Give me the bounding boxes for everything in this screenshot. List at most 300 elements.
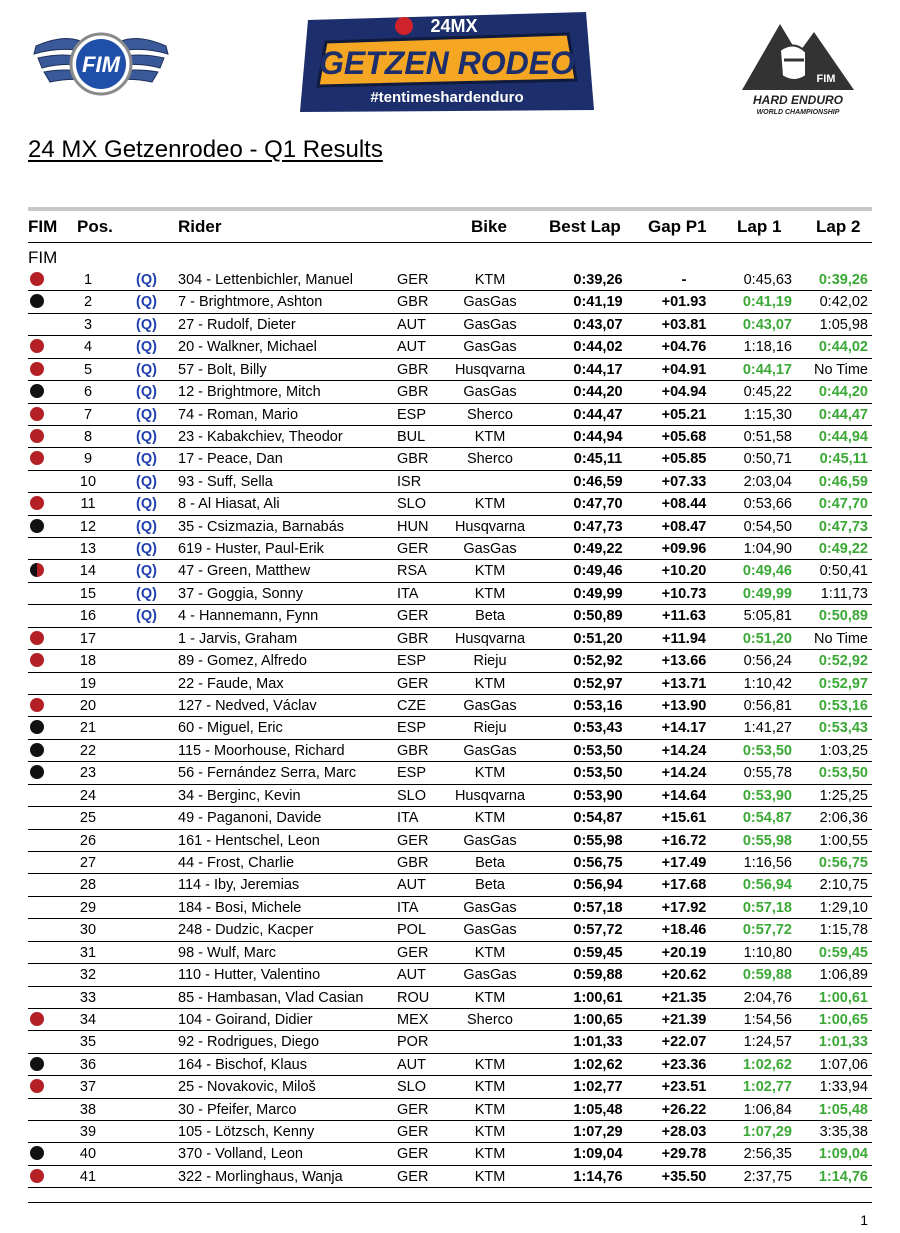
nation-cell: ROU [397, 989, 430, 1006]
best-lap-cell: 1:09,04 [573, 1146, 623, 1163]
best-lap-cell: 0:49,99 [573, 585, 623, 602]
rider-cell: 4 - Hannemann, Fynn [178, 608, 319, 625]
svg-text:#tentimeshardenduro: #tentimeshardenduro [370, 89, 524, 106]
gap-cell: +11.63 [662, 608, 706, 625]
lap2-cell: 1:05,48 [818, 1101, 868, 1118]
table-row [28, 471, 872, 493]
gap-cell: +04.94 [661, 384, 707, 401]
gap-cell: +23.51 [661, 1079, 707, 1096]
page-number: 1 [860, 1212, 868, 1228]
best-lap-cell: 0:45,11 [573, 451, 623, 468]
nation-cell: GER [397, 832, 429, 849]
lap2-cell: No Time [814, 630, 868, 647]
position-cell: 36 [79, 1056, 97, 1073]
gap-cell: +14.24 [661, 742, 707, 759]
position-cell: 24 [79, 787, 97, 804]
lap2-cell: 0:53,16 [818, 698, 868, 715]
table-row [28, 605, 872, 627]
position-cell: 29 [79, 899, 97, 916]
best-lap-cell: 1:00,65 [573, 1011, 623, 1028]
gap-cell: +13.71 [661, 675, 707, 692]
nation-cell: ITA [397, 899, 419, 916]
lap2-cell: 0:50,89 [818, 608, 868, 625]
position-cell: 34 [79, 1011, 97, 1028]
black-dot-icon [30, 519, 44, 533]
bike-cell: Sherco [467, 451, 513, 468]
group-label: FIM [28, 248, 58, 267]
lap1-cell: 0:54,87 [742, 810, 792, 827]
bike-cell: KTM [474, 563, 506, 580]
lap1-cell: 0:55,78 [743, 765, 792, 782]
red-dot-icon [30, 362, 44, 376]
bike-cell: GasGas [463, 316, 517, 333]
best-lap-cell: 1:07,29 [573, 1124, 623, 1141]
table-row [28, 650, 872, 672]
position-cell: 38 [79, 1101, 97, 1118]
best-lap-cell: 1:05,48 [573, 1101, 623, 1118]
black-dot-icon [30, 294, 44, 308]
bike-cell: GasGas [463, 384, 517, 401]
lap1-cell: 0:50,71 [743, 451, 792, 468]
position-cell: 35 [79, 1034, 97, 1051]
bike-cell: GasGas [463, 742, 517, 759]
rider-cell: 127 - Nedved, Václav [178, 698, 317, 715]
table-row [28, 516, 872, 538]
qualified-cell: (Q) [136, 361, 157, 378]
red-dot-icon [30, 631, 44, 645]
red-dot-icon [30, 1012, 44, 1026]
rider-cell: 93 - Suff, Sella [178, 473, 273, 490]
gap-cell: +35.50 [661, 1168, 707, 1185]
lap2-cell: 1:01,33 [818, 1034, 868, 1051]
col-lap-1: Lap 1 [737, 217, 782, 236]
lap2-cell: 1:00,65 [818, 1011, 868, 1028]
table-row [28, 897, 872, 919]
best-lap-cell: 0:50,89 [573, 608, 623, 625]
table-row [28, 1143, 872, 1165]
table-row [28, 560, 872, 582]
rider-cell: 44 - Frost, Charlie [178, 854, 295, 871]
gap-cell: +20.62 [661, 967, 707, 984]
position-cell: 1 [83, 272, 93, 288]
rider-cell: 248 - Dudzic, Kacper [178, 922, 314, 939]
nation-cell: GER [397, 675, 429, 692]
red-dot-icon [30, 1169, 44, 1183]
best-lap-cell: 1:02,62 [573, 1056, 623, 1073]
lap2-cell: 0:53,50 [818, 765, 868, 782]
fim-logo [28, 22, 174, 104]
nation-cell: RSA [397, 563, 427, 580]
nation-cell: ESP [397, 720, 427, 737]
rider-cell: 115 - Moorhouse, Richard [178, 742, 345, 759]
qualified-cell: (Q) [136, 541, 157, 558]
position-cell: 15 [79, 585, 97, 602]
bike-cell: KTM [474, 428, 506, 445]
lap2-cell: 0:53,43 [818, 720, 868, 737]
lap1-cell: 1:06,84 [743, 1101, 792, 1118]
gap-cell: +14.24 [661, 765, 707, 782]
col-pos: Pos. [77, 217, 113, 236]
rider-cell: 184 - Bosi, Michele [178, 899, 302, 916]
lap2-cell: 0:47,73 [818, 518, 868, 535]
position-cell: 27 [79, 854, 97, 871]
nation-cell: GER [397, 1146, 429, 1163]
bike-cell: KTM [474, 1079, 506, 1096]
table-row [28, 942, 872, 964]
lap2-cell: 1:00,55 [819, 832, 868, 849]
page-title: 24 MX Getzenrodeo - Q1 Results [28, 136, 383, 163]
lap1-cell: 0:51,58 [743, 428, 792, 445]
results-table [28, 269, 872, 1188]
lap2-cell: 0:52,92 [818, 653, 868, 670]
col-rider: Rider [178, 217, 222, 236]
bike-cell: KTM [474, 272, 506, 288]
rider-cell: 27 - Rudolf, Dieter [178, 316, 296, 333]
best-lap-cell: 0:53,50 [573, 742, 623, 759]
table-row [28, 964, 872, 986]
nation-cell: POR [397, 1034, 429, 1051]
gap-cell: +08.47 [661, 518, 707, 535]
bike-cell: KTM [474, 989, 506, 1006]
table-row [28, 291, 872, 313]
qualified-cell: (Q) [136, 451, 157, 468]
position-cell: 32 [79, 967, 97, 984]
gap-cell: +04.76 [661, 339, 707, 356]
gap-cell: +16.72 [661, 832, 707, 849]
table-row [28, 1099, 872, 1121]
position-cell: 7 [83, 406, 93, 423]
bike-cell: Beta [475, 877, 505, 894]
nation-cell: GER [397, 541, 429, 558]
bike-cell: Rieju [473, 720, 507, 737]
lap1-cell: 1:54,56 [743, 1011, 792, 1028]
rider-cell: 37 - Goggia, Sonny [178, 585, 303, 602]
nation-cell: CZE [397, 698, 426, 715]
lap1-cell: 1:10,80 [743, 944, 792, 961]
red-dot-icon [30, 653, 44, 667]
best-lap-cell: 0:47,70 [573, 496, 623, 513]
nation-cell: GER [397, 608, 429, 625]
best-lap-cell: 0:53,16 [573, 698, 623, 715]
lap2-cell: 1:25,25 [819, 787, 868, 804]
table-row [28, 762, 872, 784]
position-cell: 18 [79, 653, 97, 670]
gap-cell: +21.35 [661, 989, 707, 1006]
lap1-cell: 0:44,17 [742, 361, 792, 378]
position-cell: 21 [79, 720, 97, 737]
lap1-cell: 0:45,22 [743, 384, 792, 401]
qualified-cell: (Q) [136, 608, 157, 625]
position-cell: 26 [79, 832, 97, 849]
table-row [28, 448, 872, 470]
lap1-cell: 1:41,27 [743, 720, 792, 737]
lap2-cell: 1:09,04 [818, 1146, 868, 1163]
position-cell: 22 [79, 742, 97, 759]
best-lap-cell: 0:39,26 [573, 272, 623, 288]
table-row [28, 785, 872, 807]
lap1-cell: 0:51,20 [742, 630, 792, 647]
bike-cell: KTM [474, 765, 506, 782]
bike-cell: Beta [475, 608, 505, 625]
best-lap-cell: 0:44,17 [573, 361, 623, 378]
lap2-cell: No Time [814, 361, 868, 378]
lap1-cell: 0:56,94 [742, 877, 792, 894]
footer-line [28, 1202, 872, 1203]
bike-cell: KTM [474, 675, 506, 692]
position-cell: 39 [79, 1124, 97, 1141]
bike-cell: Sherco [467, 1011, 513, 1028]
nation-cell: SLO [397, 496, 427, 513]
table-row [28, 269, 872, 291]
qualified-cell: (Q) [136, 384, 157, 401]
lap1-cell: 1:18,16 [743, 339, 792, 356]
rider-cell: 85 - Hambasan, Vlad Casian [178, 989, 364, 1006]
rider-cell: 304 - Lettenbichler, Manuel [178, 272, 353, 288]
best-lap-cell: 0:51,20 [573, 630, 623, 647]
nation-cell: AUT [397, 967, 426, 984]
black-dot-icon [30, 743, 44, 757]
svg-text:WORLD CHAMPIONSHIP: WORLD CHAMPIONSHIP [756, 109, 840, 116]
rider-cell: 322 - Morlinghaus, Wanja [178, 1168, 343, 1185]
nation-cell: BUL [397, 428, 426, 445]
best-lap-cell: 0:57,18 [573, 899, 623, 916]
rider-cell: 47 - Green, Matthew [178, 563, 311, 580]
best-lap-cell: 0:53,90 [573, 787, 623, 804]
svg-text:FIM: FIM [816, 73, 836, 85]
nation-cell: ESP [397, 653, 427, 670]
nation-cell: POL [397, 922, 427, 939]
lap1-cell: 1:16,56 [743, 854, 792, 871]
lap2-cell: 0:44,20 [818, 384, 868, 401]
col-best-lap: Best Lap [549, 217, 621, 236]
lap2-cell: 1:03,25 [819, 742, 868, 759]
gap-cell: +17.92 [661, 899, 707, 916]
lap2-cell: 1:33,94 [819, 1079, 868, 1096]
position-cell: 8 [83, 428, 93, 445]
gap-cell: +29.78 [661, 1146, 707, 1163]
nation-cell: GBR [397, 451, 429, 468]
position-cell: 3 [83, 316, 93, 333]
column-headers [0, 217, 900, 243]
gap-cell: +22.07 [661, 1034, 707, 1051]
lap1-cell: 0:57,72 [742, 922, 792, 939]
table-row [28, 628, 872, 650]
gap-cell: +17.49 [661, 854, 707, 871]
lap1-cell: 2:37,75 [743, 1168, 792, 1185]
gap-cell: +20.19 [661, 944, 707, 961]
nation-cell: GBR [397, 361, 429, 378]
rider-cell: 57 - Bolt, Billy [178, 361, 267, 378]
lap1-cell: 0:57,18 [742, 899, 792, 916]
half-dot-icon [30, 563, 44, 577]
best-lap-cell: 0:56,75 [573, 854, 623, 871]
best-lap-cell: 0:44,20 [573, 384, 623, 401]
gap-cell: - [681, 272, 687, 288]
position-cell: 5 [83, 361, 93, 378]
rider-cell: 49 - Paganoni, Davide [178, 810, 322, 827]
nation-cell: ITA [397, 810, 419, 827]
position-cell: 40 [79, 1146, 97, 1163]
rider-cell: 35 - Csizmazia, Barnabás [178, 518, 345, 535]
rider-cell: 8 - Al Hiasat, Ali [178, 496, 280, 513]
rider-cell: 161 - Hentschel, Leon [178, 832, 320, 849]
best-lap-cell: 1:00,61 [573, 989, 623, 1006]
rider-cell: 22 - Faude, Max [178, 675, 284, 692]
lap1-cell: 1:02,62 [742, 1056, 792, 1073]
lap2-cell: 2:06,36 [819, 810, 868, 827]
lap1-cell: 0:45,63 [743, 272, 792, 288]
nation-cell: GER [397, 944, 429, 961]
table-row [28, 740, 872, 762]
nation-cell: AUT [397, 1056, 426, 1073]
lap1-cell: 1:02,77 [742, 1079, 792, 1096]
lap2-cell: 0:47,70 [818, 496, 868, 513]
gap-cell: +21.39 [661, 1011, 707, 1028]
position-cell: 2 [83, 294, 93, 311]
position-cell: 10 [79, 473, 97, 490]
lap2-cell: 0:46,59 [818, 473, 868, 490]
lap2-cell: 0:49,22 [818, 541, 868, 558]
lap2-cell: 1:15,78 [819, 922, 868, 939]
bike-cell: GasGas [463, 922, 517, 939]
table-row [28, 336, 872, 358]
lap2-cell: 1:06,89 [819, 967, 868, 984]
bike-cell: KTM [474, 944, 506, 961]
gap-cell: +05.68 [661, 428, 707, 445]
red-dot-icon [30, 272, 44, 286]
bike-cell: KTM [474, 585, 506, 602]
position-cell: 14 [79, 563, 97, 580]
nation-cell: GER [397, 1101, 429, 1118]
red-dot-icon [30, 407, 44, 421]
page-header [0, 0, 900, 125]
gap-cell: +13.90 [661, 698, 707, 715]
nation-cell: GER [397, 1168, 429, 1185]
bike-cell: Sherco [467, 406, 513, 423]
lap1-cell: 0:49,46 [742, 563, 792, 580]
bike-cell: Husqvarna [454, 787, 526, 804]
table-row [28, 493, 872, 515]
bike-cell: KTM [474, 1056, 506, 1073]
lap1-cell: 0:54,50 [743, 518, 792, 535]
hard-enduro-logo [736, 10, 860, 120]
nation-cell: ESP [397, 765, 427, 782]
gap-cell: +08.44 [661, 496, 707, 513]
rider-cell: 370 - Volland, Leon [178, 1146, 303, 1163]
position-cell: 16 [79, 608, 97, 625]
table-row [28, 359, 872, 381]
best-lap-cell: 0:53,50 [573, 765, 623, 782]
col-lap-2: Lap 2 [816, 217, 861, 236]
position-cell: 6 [83, 384, 93, 401]
qualified-cell: (Q) [136, 473, 157, 490]
nation-cell: ESP [397, 406, 427, 423]
position-cell: 9 [83, 451, 93, 468]
bike-cell: GasGas [463, 339, 517, 356]
nation-cell: SLO [397, 1079, 427, 1096]
rider-cell: 164 - Bischof, Klaus [178, 1056, 307, 1073]
lap1-cell: 0:49,99 [742, 585, 792, 602]
bike-cell: GasGas [463, 698, 517, 715]
table-row [28, 695, 872, 717]
lap2-cell: 0:50,41 [819, 563, 868, 580]
gap-cell: +13.66 [661, 653, 707, 670]
lap1-cell: 2:04,76 [743, 989, 792, 1006]
bike-cell: Beta [475, 854, 505, 871]
best-lap-cell: 0:55,98 [573, 832, 623, 849]
table-row [28, 1031, 872, 1053]
position-cell: 19 [79, 675, 97, 692]
lap2-cell: 1:29,10 [819, 899, 868, 916]
best-lap-cell: 1:01,33 [573, 1034, 623, 1051]
qualified-cell: (Q) [136, 272, 157, 288]
best-lap-cell: 0:59,45 [573, 944, 623, 961]
lap1-cell: 0:59,88 [742, 967, 792, 984]
bike-cell: KTM [474, 1168, 506, 1185]
best-lap-cell: 0:52,92 [573, 653, 623, 670]
lap2-cell: 0:39,26 [818, 272, 868, 288]
red-dot-icon [30, 496, 44, 510]
svg-text:GETZEN RODEO: GETZEN RODEO [318, 45, 576, 81]
red-dot-icon [30, 451, 44, 465]
lap2-cell: 0:44,47 [818, 406, 868, 423]
gap-cell: +07.33 [661, 473, 707, 490]
black-dot-icon [30, 384, 44, 398]
table-row [28, 426, 872, 448]
best-lap-cell: 0:43,07 [573, 316, 623, 333]
black-dot-icon [30, 1057, 44, 1071]
gap-cell: +11.94 [662, 630, 706, 647]
lap2-cell: 0:45,11 [819, 451, 868, 468]
lap1-cell: 0:53,50 [742, 742, 792, 759]
rider-cell: 619 - Huster, Paul-Erik [178, 541, 324, 558]
best-lap-cell: 0:46,59 [573, 473, 623, 490]
bike-cell: KTM [474, 1101, 506, 1118]
lap2-cell: 1:07,06 [819, 1056, 868, 1073]
col-bike: Bike [471, 217, 507, 236]
lap2-cell: 0:42,02 [819, 294, 868, 311]
table-row [28, 1054, 872, 1076]
bike-cell: GasGas [463, 899, 517, 916]
nation-cell: MEX [397, 1011, 429, 1028]
best-lap-cell: 0:47,73 [573, 518, 623, 535]
gap-cell: +18.46 [661, 922, 707, 939]
table-row [28, 717, 872, 739]
table-row [28, 919, 872, 941]
best-lap-cell: 1:14,76 [573, 1168, 623, 1185]
best-lap-cell: 0:44,94 [573, 428, 623, 445]
bike-cell: Husqvarna [454, 518, 526, 535]
red-dot-icon [30, 429, 44, 443]
svg-text:24MX: 24MX [430, 16, 478, 36]
table-row [28, 807, 872, 829]
gap-cell: +14.64 [661, 787, 707, 804]
lap2-cell: 3:35,38 [819, 1124, 868, 1141]
position-cell: 25 [79, 810, 97, 827]
table-row [28, 381, 872, 403]
lap1-cell: 1:10,42 [743, 675, 792, 692]
best-lap-cell: 1:02,77 [573, 1079, 623, 1096]
position-cell: 13 [79, 541, 97, 558]
rider-cell: 98 - Wulf, Marc [178, 944, 277, 961]
gap-cell: +09.96 [661, 541, 707, 558]
rider-cell: 20 - Walkner, Michael [178, 339, 317, 356]
position-cell: 12 [79, 518, 97, 535]
rider-cell: 60 - Miguel, Eric [178, 720, 283, 737]
gap-cell: +26.22 [661, 1101, 707, 1118]
qualified-cell: (Q) [136, 339, 157, 356]
nation-cell: GER [397, 1124, 429, 1141]
